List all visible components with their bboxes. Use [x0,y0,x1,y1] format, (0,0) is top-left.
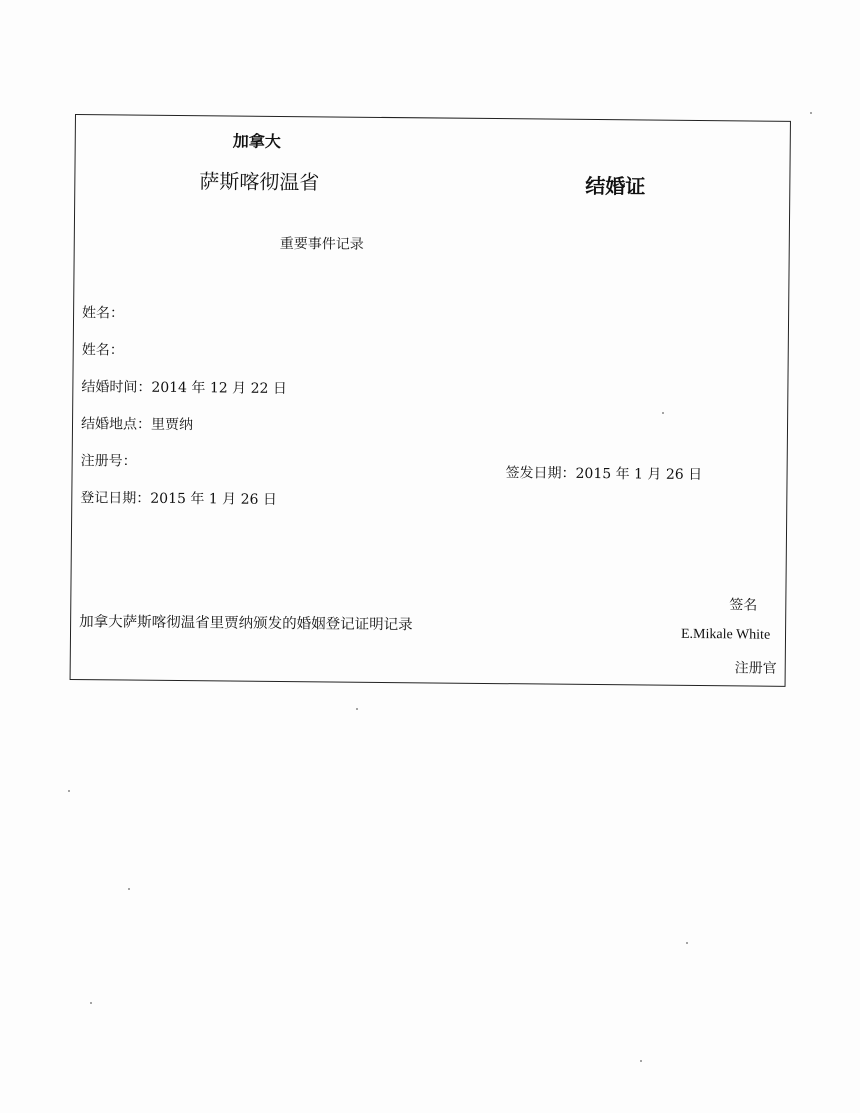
registration-date-label: 登记日期： [80,490,151,507]
scan-speck [128,888,130,890]
scan-speck [686,942,688,944]
marriage-date-label: 结婚时间： [81,379,152,396]
name-field-2 [82,339,124,359]
scan-speck [90,1002,92,1004]
country-heading: 加拿大 [232,131,281,151]
issue-date-value: 2015 年 1 月 26 日 [575,465,703,484]
marriage-date-value: 2014 年 12 月 22 日 [151,379,287,398]
registration-date-field [80,487,277,509]
issue-date-field [505,462,702,484]
signer-name: E.Mikale White [680,626,771,643]
signer-title: 注册官 [734,660,777,677]
registration-number-field [81,450,137,471]
scan-speck [662,412,664,414]
certificate-footer-note: 加拿大萨斯喀彻温省里贾纳颁发的婚姻登记证明记录 [79,614,413,634]
marriage-certificate-frame [70,114,791,687]
scan-speck [810,112,812,114]
marriage-place-field [81,413,193,434]
registration-date-value: 2015 年 1 月 26 日 [150,490,277,508]
document-subtitle: 重要事件记录 [279,235,364,253]
signature-label: 签名 [729,597,758,614]
name-field-1 [82,302,124,322]
marriage-place-value: 里贾纳 [150,416,194,434]
name-label-2: 姓名： [81,342,124,359]
scan-speck [356,708,358,710]
scan-speck [68,790,70,792]
province-heading: 萨斯喀彻温省 [199,169,320,195]
registration-number-label: 注册号： [80,453,137,470]
marriage-date-field [81,376,287,398]
scan-speck [640,1060,642,1062]
name-label-1: 姓名： [82,305,125,322]
document-title: 结婚证 [585,173,646,199]
issue-date-label: 签发日期： [505,465,576,482]
marriage-place-label: 结婚地点： [80,416,152,433]
